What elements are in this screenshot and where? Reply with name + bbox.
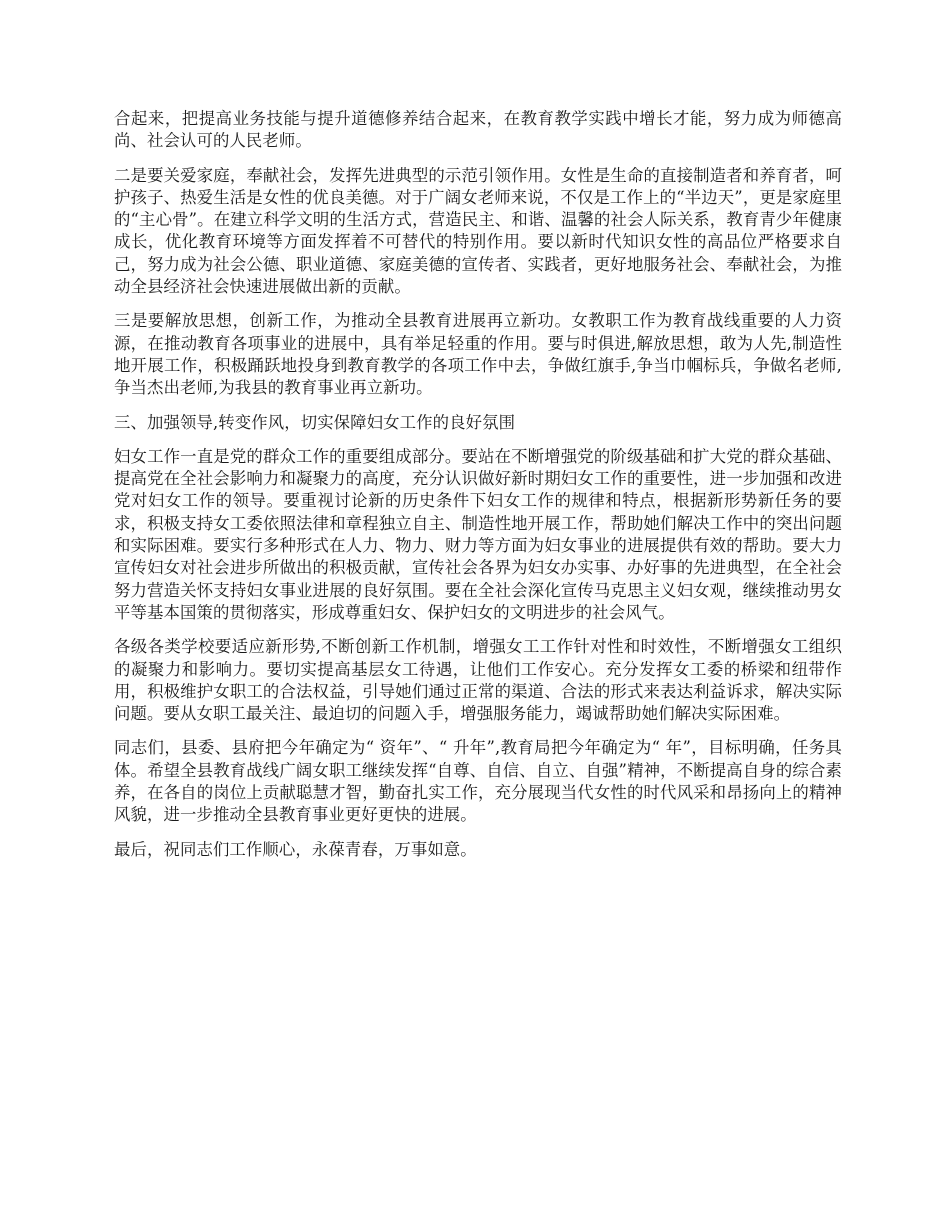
paragraph-womens-work: 妇女工作一直是党的群众工作的重要组成部分。要站在不断增强党的阶级基础和扩大党的群众基础、提高党在全社会影响力和凝聚力的高度，充分认识做好新时期妇女工作的重要性，进一步加强和改进党对妇女工作的领导。要重视讨论新的历史条件下妇女工作的规律和特点，根据新形势新任务的要求，积极支持女工委依照法律和章程独立自主、制造性地开展工作，帮助她们解决工作中的突出问题和实际困难。要实行多种形式在人力、物力、财力等方面为妇女事业的进展提供有效的帮助。要大力宣传妇女对社会进步所做出的积极贡献，宣传社会各界为妇女办实事、办好事的先进典型，在全社会努力营造关怀支持妇女事业进展的良好氛围。要在全社会深化宣传马克思主义妇女观，继续推动男女平等基本国策的贯彻落实，形成尊重妇女、保护妇女的文明进步的社会风气。 [114,446,842,622]
section-heading-three: 三、加强领导,转变作风，切实保障妇女工作的良好氛围 [114,412,516,432]
paragraph-comrades: 同志们，县委、县府把今年确定为“ 资年”、“ 升年”,教育局把今年确定为“ 年”，目标明确，任务具体。希望全县教育战线广阔女职工继续发挥“自尊、自信、自立、自强”精神，不断提高自身的综合素养，在各自的岗位上贡献聪慧才智，勤奋扎实工作，充分展现当代女性的时代风采和昂扬向上的精神风貌，进一步推动全县教育事业更好更快的进展。 [114,738,842,825]
paragraph-schools: 各级各类学校要适应新形势,不断创新工作机制，增强女工工作针对性和时效性，不断增强女工组织的凝聚力和影响力。要切实提高基层女工待遇，让他们工作安心。充分发挥女工委的桥梁和纽带作用，积极维护女职工的合法权益，引导她们通过正常的渠道、合法的形式来表达利益诉求，解决实际问题。要从女职工最关注、最迫切的问题入手，增强服务能力，竭诚帮助她们解决实际困难。 [114,637,842,724]
paragraph-intro-continuation: 合起来，把提高业务技能与提升道德修养结合起来，在教育教学实践中增长才能，努力成为师德高尚、社会认可的人民老师。 [114,109,842,151]
document-body [114,108,842,873]
paragraph-closing: 最后，祝同志们工作顺心，永葆青春，万事如意。 [114,839,477,859]
paragraph-point-three: 三是要解放思想，创新工作，为推动全县教育进展再立新功。女教职工作为教育战线重要的人力资源，在推动教育各项事业的进展中，具有举足轻重的作用。要与时俱进,解放思想，敢为人先,制造性地开展工作，积极踊跃地投身到教育教学的各项工作中去，争做红旗手,争当巾帼标兵，争做名老师, 争当杰出老师,为我县的教育事业再立新功。 [114,311,842,398]
paragraph-point-two: 二是要关爱家庭，奉献社会，发挥先进典型的示范引领作用。女性是生命的直接制造者和养育者，呵护孩子、热爱生活是女性的优良美德。对于广阔女老师来说，不仅是工作上的“半边天”，更是家庭里的“主心骨”。在建立科学文明的生活方式，营造民主、和谐、温馨的社会人际关系，教育青少年健康成长，优化教育环境等方面发挥着不可替代的特别作用。要以新时代知识女性的高品位严格要求自己，努力成为社会公德、职业道德、家庭美德的宣传者、实践者，更好地服务社会、奉献社会，为推动全县经济社会快速进展做出新的贡献。 [114,165,842,297]
